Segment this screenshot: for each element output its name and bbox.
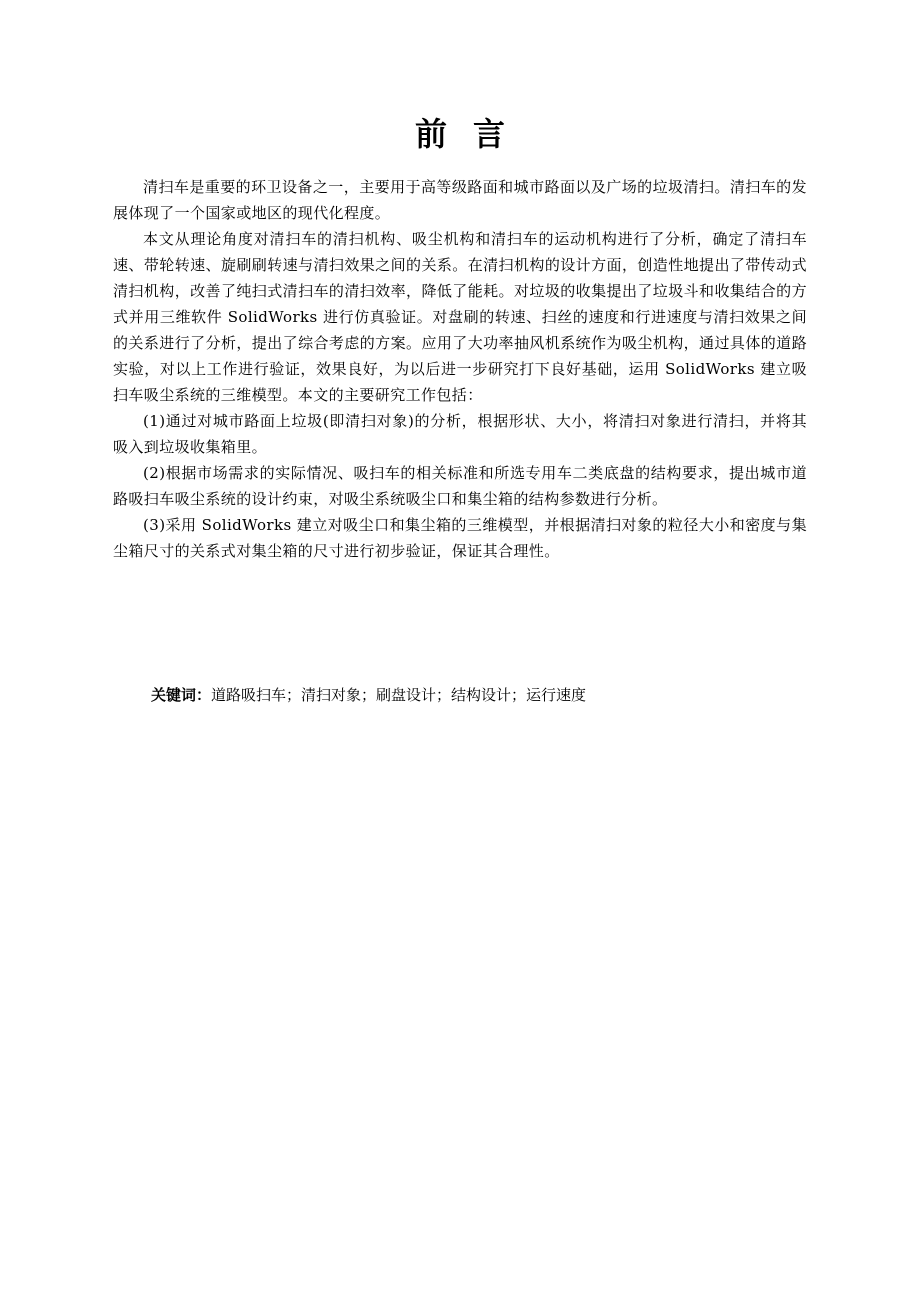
- keywords-label: 关键词：: [151, 686, 212, 704]
- page-title: 前言: [414, 115, 531, 153]
- paragraph-item-1: (1)通过对城市路面上垃圾(即清扫对象)的分析，根据形状、大小，将清扫对象进行清扫，并将其吸入到垃圾收集箱里。: [113, 412, 807, 456]
- paragraph-intro: 清扫车是重要的环卫设备之一，主要用于高等级路面和城市路面以及广场的垃圾清扫。清扫车的发展体现了一个国家或地区的现代化程度。: [113, 178, 807, 222]
- paragraph-item-2: (2)根据市场需求的实际情况、吸扫车的相关标准和所选专用车二类底盘的结构要求，提出城市道路吸扫车吸尘系统的设计约束，对吸尘系统吸尘口和集尘箱的结构参数进行分析。: [113, 464, 807, 508]
- keywords-line: [151, 683, 586, 707]
- body-text: [113, 174, 807, 564]
- paragraph-summary: 本文从理论角度对清扫车的清扫机构、吸尘机构和清扫车的运动机构进行了分析，确定了清扫车速、带轮转速、旋刷刷转速与清扫效果之间的关系。在清扫机构的设计方面，创造性地提出了带传动式清扫机构，改善了纯扫式清扫车的清扫效率，降低了能耗。对垃圾的收集提出了垃圾斗和收集结合的方式并用三维软件 SolidWorks 进行仿真验证。对盘刷的转速、扫丝的速度和行进速度与清扫效果之间的关系进行了分析，提出了综合考虑的方案。应用了大功率抽风机系统作为吸尘机构，通过具体的道路实验，对以上工作进行验证，效果良好，为以后进一步研究打下良好基础，运用 SolidWorks 建立吸扫车吸尘系统的三维模型。本文的主要研究工作包括：: [113, 230, 807, 404]
- keywords-text: 道路吸扫车；清扫对象；刷盘设计；结构设计；运行速度: [211, 686, 587, 704]
- paragraph-item-3: (3)采用 SolidWorks 建立对吸尘口和集尘箱的三维模型，并根据清扫对象的粒径大小和密度与集尘箱尺寸的关系式对集尘箱的尺寸进行初步验证，保证其合理性。: [113, 516, 807, 560]
